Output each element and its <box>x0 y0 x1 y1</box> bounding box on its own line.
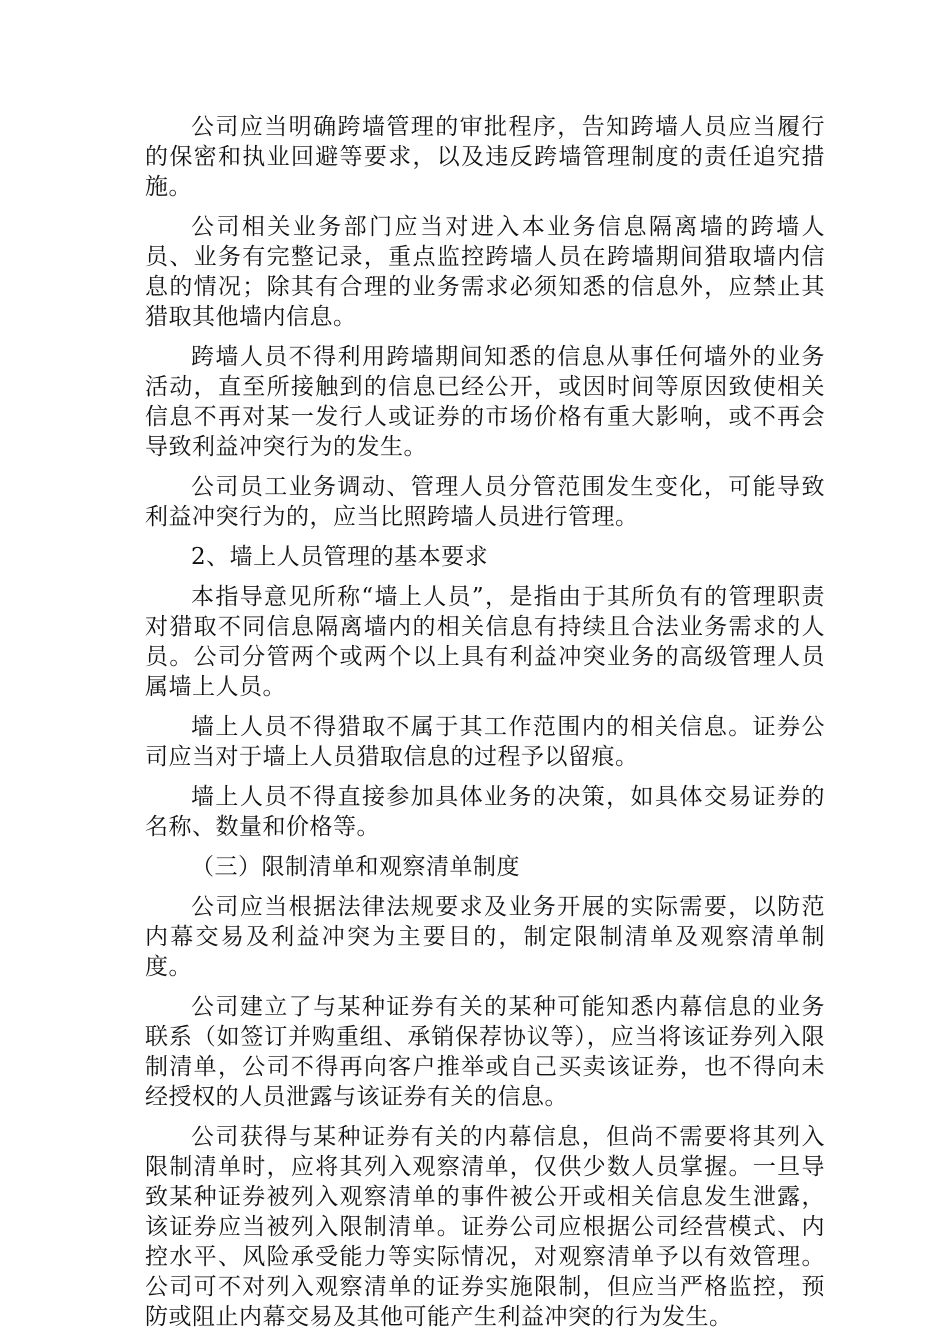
paragraph-cross-wall-records: 公司相关业务部门应当对进入本业务信息隔离墙的跨墙人员、业务有完整记录，重点监控跨墙人员在跨墙期间猎取墙内信息的情况；除其有合理的业务需求必须知悉的信息外，应禁止其猎取其他墙内信息。 <box>145 214 825 330</box>
paragraph-staff-transfer: 公司员工业务调动、管理人员分管范围发生变化，可能导致利益冲突行为的，应当比照跨墙人员进行管理。 <box>145 474 825 530</box>
paragraph-watch-list: 公司获得与某种证券有关的内幕信息，但尚不需要将其列入限制清单时，应将其列入观察清单，仅供少数人员掌握。一旦导致某种证券被列入观察清单的事件被公开或相关信息发生泄露，该证券应当被列入限制清单。证券公司应根据公司经营模式、内控水平、风险承受能力等实际情况，对观察清单予以有效管理。公司可不对列入观察清单的证券实施限制，但应当严格监控，预防或阻止内幕交易及其他可能产生利益冲突的行为发生。 <box>145 1124 825 1330</box>
paragraph-above-wall-info: 墙上人员不得猎取不属于其工作范围内的相关信息。证券公司应当对于墙上人员猎取信息的过程予以留痕。 <box>145 714 825 770</box>
paragraph-cross-wall-restrictions: 跨墙人员不得利用跨墙期间知悉的信息从事任何墙外的业务活动，直至所接触到的信息已经公开，或因时间等原因致使相关信息不再对某一发行人或证券的市场价格有重大影响，或不再会导致利益冲突行为的发生。 <box>145 344 825 460</box>
section-heading-lists: （三）限制清单和观察清单制度 <box>191 854 520 880</box>
paragraph-approval-procedure: 公司应当明确跨墙管理的审批程序，告知跨墙人员应当履行的保密和执业回避等要求，以及违反跨墙管理制度的责任追究措施。 <box>145 114 825 200</box>
section-heading-above-wall: 2、墙上人员管理的基本要求 <box>191 544 489 570</box>
document-page <box>145 112 825 1342</box>
paragraph-lists-purpose: 公司应当根据法律法规要求及业务开展的实际需要，以防范内幕交易及利益冲突为主要目的，制定限制清单及观察清单制度。 <box>145 894 825 980</box>
paragraph-above-wall-definition: 本指导意见所称“墙上人员”，是指由于其所负有的管理职责对猎取不同信息隔离墙内的相关信息有持续且合法业务需求的人员。公司分管两个或两个以上具有利益冲突业务的高级管理人员属墙上人员。 <box>145 584 825 700</box>
paragraph-restricted-list: 公司建立了与某种证券有关的某种可能知悉内幕信息的业务联系（如签订并购重组、承销保荐协议等），应当将该证券列入限制清单，公司不得再向客户推举或自己买卖该证券，也不得向未经授权的人员泄露与该证券有关的信息。 <box>145 994 825 1110</box>
paragraph-above-wall-decisions: 墙上人员不得直接参加具体业务的决策，如具体交易证券的名称、数量和价格等。 <box>145 784 825 840</box>
